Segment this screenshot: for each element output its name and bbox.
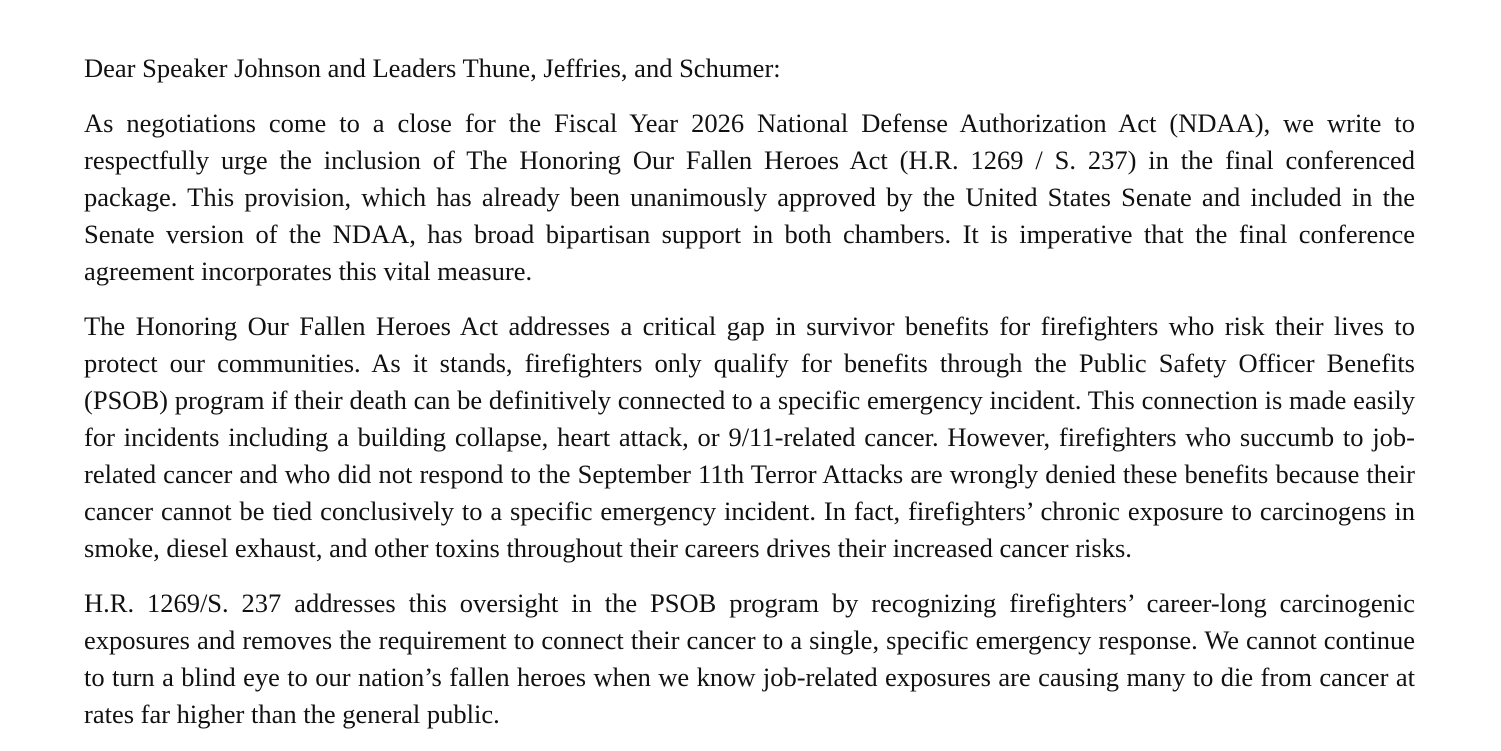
paragraph-ndaa-request: As negotiations come to a close for the Fiscal Year 2026 National Defense Authorization Act (NDAA), we write to respectfully urge the inclusion of The Honoring Our Fallen Heroes Act (H.R. 1269 / S. 237) in the final conferenced package. This provision, which has already been unanimously approved by the United States Senate and included in the Senate version of the NDAA, has broad bipartisan support in both chambers. It is imperative that the final conference agreement incorporates this vital measure.: [84, 108, 1415, 286]
letter-salutation: Dear Speaker Johnson and Leaders Thune, Jeffries, and Schumer:: [84, 53, 781, 83]
paragraph-bill-remedy: H.R. 1269/S. 237 addresses this oversight in the PSOB program by recognizing firefighters’ career-long carcinogenic exposures and removes the requirement to connect their cancer to a single, specific emergency response. We cannot continue to turn a blind eye to our nation’s fallen heroes when we know job-related exposures are causing many to die from cancer at rates far higher than the general public.: [84, 588, 1415, 729]
letter-body: [84, 50, 1415, 751]
paragraph-benefit-gap: The Honoring Our Fallen Heroes Act addresses a critical gap in survivor benefits for firefighters who risk their lives to protect our communities. As it stands, firefighters only qualify for benefits through the Public Safety Officer Benefits (PSOB) program if their death can be definitively connected to a specific emergency incident. This connection is made easily for incidents including a building collapse, heart attack, or 9/11-related cancer. However, firefighters who succumb to job-related cancer and who did not respond to the September 11th Terror Attacks are wrongly denied these benefits because their cancer cannot be tied conclusively to a specific emergency incident. In fact, firefighters’ chronic exposure to carcinogens in smoke, diesel exhaust, and other toxins throughout their careers drives their increased cancer risks.: [84, 311, 1415, 563]
